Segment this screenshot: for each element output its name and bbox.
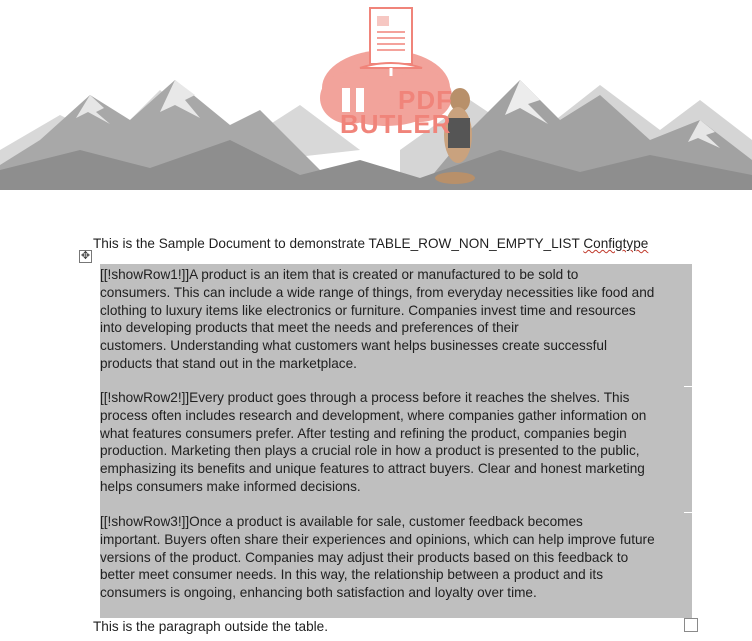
table-row-line: versions of the product. Companies may adjust their products based on this feedback to	[100, 549, 629, 565]
table-row[interactable]	[100, 513, 692, 602]
table-row-line: what features consumers prefer. After testing and refining the product, companies begin	[100, 425, 627, 441]
intro-text: This is the Sample Document to demonstrate TABLE_ROW_NON_EMPTY_LIST	[93, 236, 584, 251]
table-row-line: products that stand out in the marketplace.	[100, 355, 357, 371]
table-row-line: helps consumers make informed decisions.	[100, 478, 361, 494]
table-row[interactable]	[100, 389, 692, 496]
header-banner	[0, 0, 752, 190]
table-row-line: [[!showRow1!]]A product is an item that is created or manufactured to be sold to	[100, 267, 579, 282]
move-arrows-icon[interactable]: ✥	[80, 250, 91, 262]
row-divider	[684, 386, 692, 387]
table-row-line: production. Marketing then plays a crucial role in how a product is presented to the public,	[100, 443, 640, 459]
table-row-line: into developing products that meet the needs and preferences of their	[100, 320, 519, 336]
table-row-line: [[!showRow2!]]Every product goes through a process before it reaches the shelves. This	[100, 390, 630, 405]
intro-misspelled-word: Configtype	[583, 236, 649, 251]
outro-paragraph: This is the paragraph outside the table.	[93, 619, 329, 634]
table-row-line: customers. Understanding what customers want helps businesses create successful	[100, 338, 607, 354]
table-row-line: consumers. This can include a wide range of things, from everyday necessities like food and	[100, 284, 655, 300]
table-row-line: [[!showRow3!]]Once a product is available for sale, customer feedback becomes	[100, 514, 583, 529]
table-row-line: consumers is ongoing, enhancing both satisfaction and loyalty over time.	[100, 585, 537, 601]
table-row-line: emphasizing its benefits and unique features to attract buyers. Clear and honest marketing	[100, 461, 645, 477]
logo-text-pdf: PDF	[398, 85, 453, 115]
table-row-line: better meet consumer needs. In this way, the relationship between a product and its	[100, 567, 604, 583]
table-row-line: important. Buyers often share their experiences and opinions, which can help improve future	[100, 531, 655, 547]
intro-paragraph	[93, 236, 648, 251]
resize-square-icon[interactable]	[684, 618, 698, 632]
table-row-line: clothing to luxury items like electronics or furniture. Companies invest time and resources	[100, 302, 636, 318]
mountain-illustration	[0, 0, 752, 190]
table-row[interactable]	[100, 266, 692, 373]
logo-text-butler: BUTLER	[340, 109, 452, 139]
content-table	[100, 264, 692, 618]
table-row-line: process often includes research and development, where companies gather information on	[100, 407, 647, 423]
